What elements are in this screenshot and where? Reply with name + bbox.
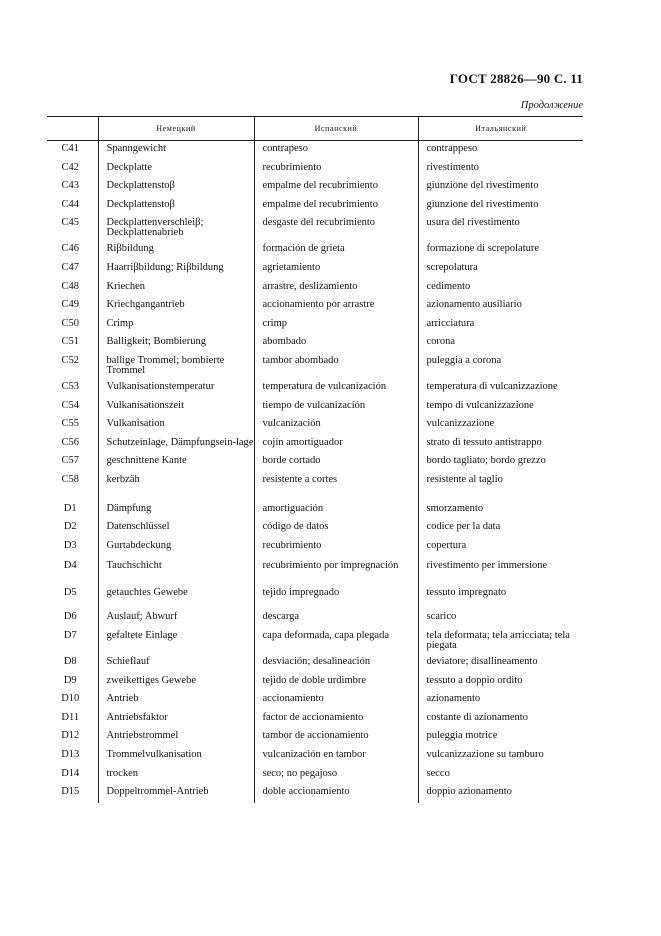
term-german: Dämpfung — [98, 501, 254, 520]
term-german: zweikettiges Gewebe — [98, 673, 254, 692]
table-row — [47, 215, 583, 241]
table-row — [47, 784, 583, 803]
table-row — [47, 691, 583, 710]
table-row — [47, 453, 583, 472]
table-row — [47, 609, 583, 628]
term-code: C54 — [61, 399, 79, 411]
term-german: Gurtabdeckung — [98, 538, 254, 557]
term-german: Deckplattenverschleiβ; Deckplattenabrieb — [98, 215, 254, 241]
term-german: Vulkanisationstemperatur — [98, 379, 254, 398]
term-code: C41 — [61, 143, 79, 154]
term-spanish: desgaste del recubrimiento — [254, 215, 418, 241]
column-header-german: Немецкий — [98, 117, 254, 141]
term-italian: bordo tagliato; bordo grezzo — [418, 453, 583, 472]
term-italian: costante di azionamento — [418, 710, 583, 729]
term-italian: puleggia a corona — [418, 353, 583, 379]
term-code: D8 — [63, 656, 77, 668]
term-german: trocken — [98, 766, 254, 785]
spacer-cell — [47, 491, 98, 501]
table-row — [47, 472, 583, 491]
term-code: C58 — [61, 473, 79, 485]
table-row — [47, 766, 583, 785]
term-code: C48 — [61, 280, 79, 292]
table-row — [47, 501, 583, 520]
terms-table-body — [47, 141, 583, 803]
term-italian: azionamento — [418, 691, 583, 710]
term-italian: scarico — [418, 609, 583, 628]
term-italian: smorzamento — [418, 501, 583, 520]
term-code: C43 — [61, 180, 79, 192]
term-italian: giunzione del rivestimento — [418, 197, 583, 216]
spacer-cell — [254, 491, 418, 501]
term-german: Antriebsfaktor — [98, 710, 254, 729]
term-german: Riβbildung — [98, 241, 254, 260]
term-code: D15 — [61, 786, 80, 798]
term-german: Datenschlüssel — [98, 519, 254, 538]
term-code: D10 — [61, 693, 80, 705]
term-italian: resistente al taglio — [418, 472, 583, 491]
term-code: C49 — [61, 299, 79, 311]
term-italian: tempo di vulcanizzazione — [418, 398, 583, 417]
table-row — [47, 141, 583, 160]
term-german: Kriechen — [98, 279, 254, 298]
term-german: Deckplattenstoβ — [98, 197, 254, 216]
term-italian: rivestimento — [418, 160, 583, 179]
term-spanish: accionamiento por arrastre — [254, 297, 418, 316]
continuation-label: Продолжение — [520, 100, 583, 111]
term-spanish: doble accionamiento — [254, 784, 418, 803]
term-german: Auslauf; Abwurf — [98, 609, 254, 628]
term-spanish: vulcanización — [254, 416, 418, 435]
term-code: D2 — [63, 521, 77, 533]
table-row — [47, 334, 583, 353]
column-header-spanish: Испанский — [254, 117, 418, 141]
table-row — [47, 197, 583, 216]
term-code: C47 — [61, 261, 79, 273]
term-code: C56 — [61, 436, 79, 448]
table-row — [47, 353, 583, 379]
term-italian: usura del rivestimento — [418, 215, 583, 241]
term-italian: cedimento — [418, 279, 583, 298]
table-row — [47, 435, 583, 454]
term-italian: doppio azionamento — [418, 784, 583, 803]
term-code: C50 — [61, 317, 79, 329]
term-spanish: formación de grieta — [254, 241, 418, 260]
term-italian: giunzione del rivestimento — [418, 178, 583, 197]
term-german: kerbzäh — [98, 472, 254, 491]
term-german: Tauchschicht — [98, 556, 254, 583]
table-row — [47, 416, 583, 435]
table-row — [47, 398, 583, 417]
term-spanish: tambor de accionamiento — [254, 728, 418, 747]
term-italian: vulcanizzazione su tamburo — [418, 747, 583, 766]
term-italian: rivestimento per immersione — [418, 556, 583, 583]
term-spanish: tejido de doble urdimbre — [254, 673, 418, 692]
term-code: C51 — [61, 336, 79, 348]
term-italian: secco — [418, 766, 583, 785]
term-german: Crimp — [98, 316, 254, 335]
term-code: D13 — [61, 749, 80, 761]
term-spanish: accionamiento — [254, 691, 418, 710]
table-header-row — [47, 117, 583, 141]
term-code: C57 — [61, 455, 79, 467]
term-italian: azionamento ausiliario — [418, 297, 583, 316]
term-italian: tessuto a doppio ordito — [418, 673, 583, 692]
term-spanish: recubrimiento por impregnación — [254, 556, 418, 583]
term-code: D9 — [63, 674, 77, 686]
term-german: getauchtes Gewebe — [98, 583, 254, 610]
term-german: Doppeltrommel-Antrieb — [98, 784, 254, 803]
term-code: D7 — [63, 630, 77, 642]
table-row — [47, 556, 583, 583]
term-italian: deviatore; disallineamento — [418, 654, 583, 673]
term-spanish: empalme del recubrimiento — [254, 178, 418, 197]
term-italian: copertura — [418, 538, 583, 557]
term-italian: vulcanizzazione — [418, 416, 583, 435]
term-code: D3 — [63, 539, 77, 551]
table-row — [47, 728, 583, 747]
column-header-code — [47, 117, 98, 141]
table-row — [47, 260, 583, 279]
term-german: Trommelvulkanisation — [98, 747, 254, 766]
term-spanish: desviación; desalineación — [254, 654, 418, 673]
term-italian: puleggia motrice — [418, 728, 583, 747]
term-spanish: recubrimiento — [254, 160, 418, 179]
table-row — [47, 583, 583, 610]
term-spanish: capa deformada, capa plegada — [254, 628, 418, 654]
term-italian: tela deformata; tela arricciata; tela piegata — [418, 628, 583, 654]
term-code: C55 — [61, 418, 79, 430]
spacer-cell — [418, 491, 583, 501]
term-german: geschnittene Kante — [98, 453, 254, 472]
term-spanish: arrastre, deslizamiento — [254, 279, 418, 298]
term-spanish: amortiguación — [254, 501, 418, 520]
term-italian: corona — [418, 334, 583, 353]
term-german: Vulkanisationszeit — [98, 398, 254, 417]
term-italian: temperatura di vulcanizzazione — [418, 379, 583, 398]
term-italian: strato di tessuto antistrappo — [418, 435, 583, 454]
term-code: D14 — [61, 767, 80, 779]
term-code: D1 — [63, 502, 77, 514]
table-row — [47, 747, 583, 766]
term-spanish: tejido impregnado — [254, 583, 418, 610]
table-row — [47, 673, 583, 692]
table-row — [47, 519, 583, 538]
table-row — [47, 538, 583, 557]
term-spanish: resistente a cortes — [254, 472, 418, 491]
term-code: D6 — [63, 611, 77, 623]
term-spanish: tiempo de vulcanización — [254, 398, 418, 417]
page-header: ГОСТ 28826—90 С. 11 — [449, 71, 583, 86]
table-row — [47, 628, 583, 654]
term-spanish: vulcanización en tambor — [254, 747, 418, 766]
term-spanish: contrapeso — [254, 141, 418, 160]
spacer-cell — [98, 491, 254, 501]
term-code: C46 — [61, 243, 79, 255]
table-row — [47, 379, 583, 398]
term-italian: screpolatura — [418, 260, 583, 279]
term-italian: arricciatura — [418, 316, 583, 335]
term-code: C44 — [61, 198, 79, 210]
term-spanish: recubrimiento — [254, 538, 418, 557]
term-german: Spanngewicht — [98, 141, 254, 160]
term-italian: contrappeso — [418, 141, 583, 160]
table-row — [47, 178, 583, 197]
term-german: Schieflauf — [98, 654, 254, 673]
term-code: C52 — [61, 354, 79, 366]
term-german: Deckplattenstoβ — [98, 178, 254, 197]
column-header-italian: Итальянский — [418, 117, 583, 141]
section-spacer — [47, 491, 583, 501]
term-italian: tessuto impregnato — [418, 583, 583, 610]
terms-table — [47, 116, 583, 803]
term-spanish: cojín amortiguador — [254, 435, 418, 454]
term-code: D12 — [61, 730, 80, 742]
term-code: D5 — [63, 586, 77, 598]
term-spanish: abombado — [254, 334, 418, 353]
term-german: Antriebstrommel — [98, 728, 254, 747]
table-row — [47, 297, 583, 316]
term-german: ballige Trommel; bombierte Trommel — [98, 353, 254, 379]
term-spanish: descarga — [254, 609, 418, 628]
term-german: Deckplatte — [98, 160, 254, 179]
table-row — [47, 279, 583, 298]
term-german: gefaltete Einlage — [98, 628, 254, 654]
term-spanish: crimp — [254, 316, 418, 335]
term-spanish: agrietamiento — [254, 260, 418, 279]
term-german: Antrieb — [98, 691, 254, 710]
term-german: Balligkeit; Bombierung — [98, 334, 254, 353]
term-spanish: borde cortado — [254, 453, 418, 472]
term-spanish: temperatura de vulcanización — [254, 379, 418, 398]
table-row — [47, 160, 583, 179]
term-german: Schutzeinlage, Dämpfungsein-lage — [98, 435, 254, 454]
term-code: C45 — [61, 217, 79, 229]
table-row — [47, 710, 583, 729]
term-spanish: factor de accionamiento — [254, 710, 418, 729]
term-spanish: empalme del recubrimiento — [254, 197, 418, 216]
term-code: D4 — [63, 560, 77, 572]
term-italian: formazione di screpolature — [418, 241, 583, 260]
term-spanish: seco; no pegajoso — [254, 766, 418, 785]
table-row — [47, 241, 583, 260]
table-row — [47, 316, 583, 335]
term-code: D11 — [61, 711, 80, 723]
term-german: Kriechgangantrieb — [98, 297, 254, 316]
term-german: Haarriβbildung; Riβbildung — [98, 260, 254, 279]
term-german: Vulkanisation — [98, 416, 254, 435]
term-code: C42 — [61, 161, 79, 173]
table-row — [47, 654, 583, 673]
term-spanish: tambor abombado — [254, 353, 418, 379]
term-italian: codice per la data — [418, 519, 583, 538]
term-code: C53 — [61, 380, 79, 392]
term-spanish: código de datos — [254, 519, 418, 538]
